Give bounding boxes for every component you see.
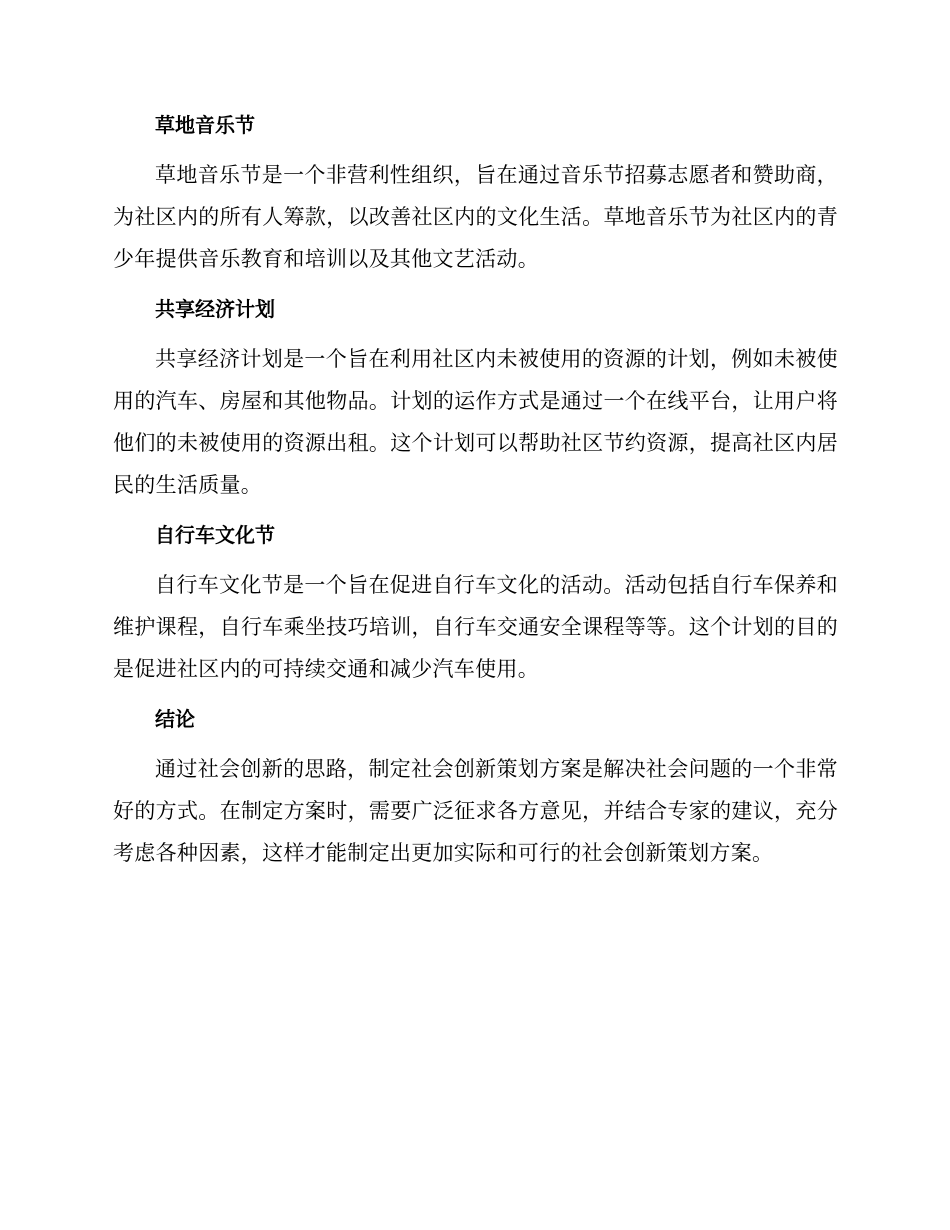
section-bicycle-culture-festival <box>113 514 838 690</box>
section-heading: 共享经济计划 <box>155 297 275 321</box>
section-conclusion <box>113 698 838 874</box>
section-paragraph: 共享经济计划是一个旨在利用社区内未被使用的资源的计划，例如未被使用的汽车、房屋和其他物品。计划的运作方式是通过一个在线平台，让用户将他们的未被使用的资源出租。这个计划可以帮助社区节约资源，提高社区内居民的生活质量。 <box>113 347 838 497</box>
section-heading: 结论 <box>155 707 195 731</box>
section-grass-music-festival <box>113 104 838 280</box>
section-paragraph: 自行车文化节是一个旨在促进自行车文化的活动。活动包括自行车保养和维护课程，自行车乘坐技巧培训，自行车交通安全课程等等。这个计划的目的是促进社区内的可持续交通和减少汽车使用。 <box>113 573 838 681</box>
document-page <box>113 104 838 882</box>
section-heading: 草地音乐节 <box>155 113 255 137</box>
section-paragraph: 草地音乐节是一个非营利性组织，旨在通过音乐节招募志愿者和赞助商，为社区内的所有人筹款，以改善社区内的文化生活。草地音乐节为社区内的青少年提供音乐教育和培训以及其他文艺活动。 <box>113 163 838 271</box>
section-heading: 自行车文化节 <box>155 523 275 547</box>
section-paragraph: 通过社会创新的思路，制定社会创新策划方案是解决社会问题的一个非常好的方式。在制定方案时，需要广泛征求各方意见，并结合专家的建议，充分考虑各种因素，这样才能制定出更加实际和可行的社会创新策划方案。 <box>113 757 838 865</box>
section-sharing-economy-plan <box>113 288 838 506</box>
